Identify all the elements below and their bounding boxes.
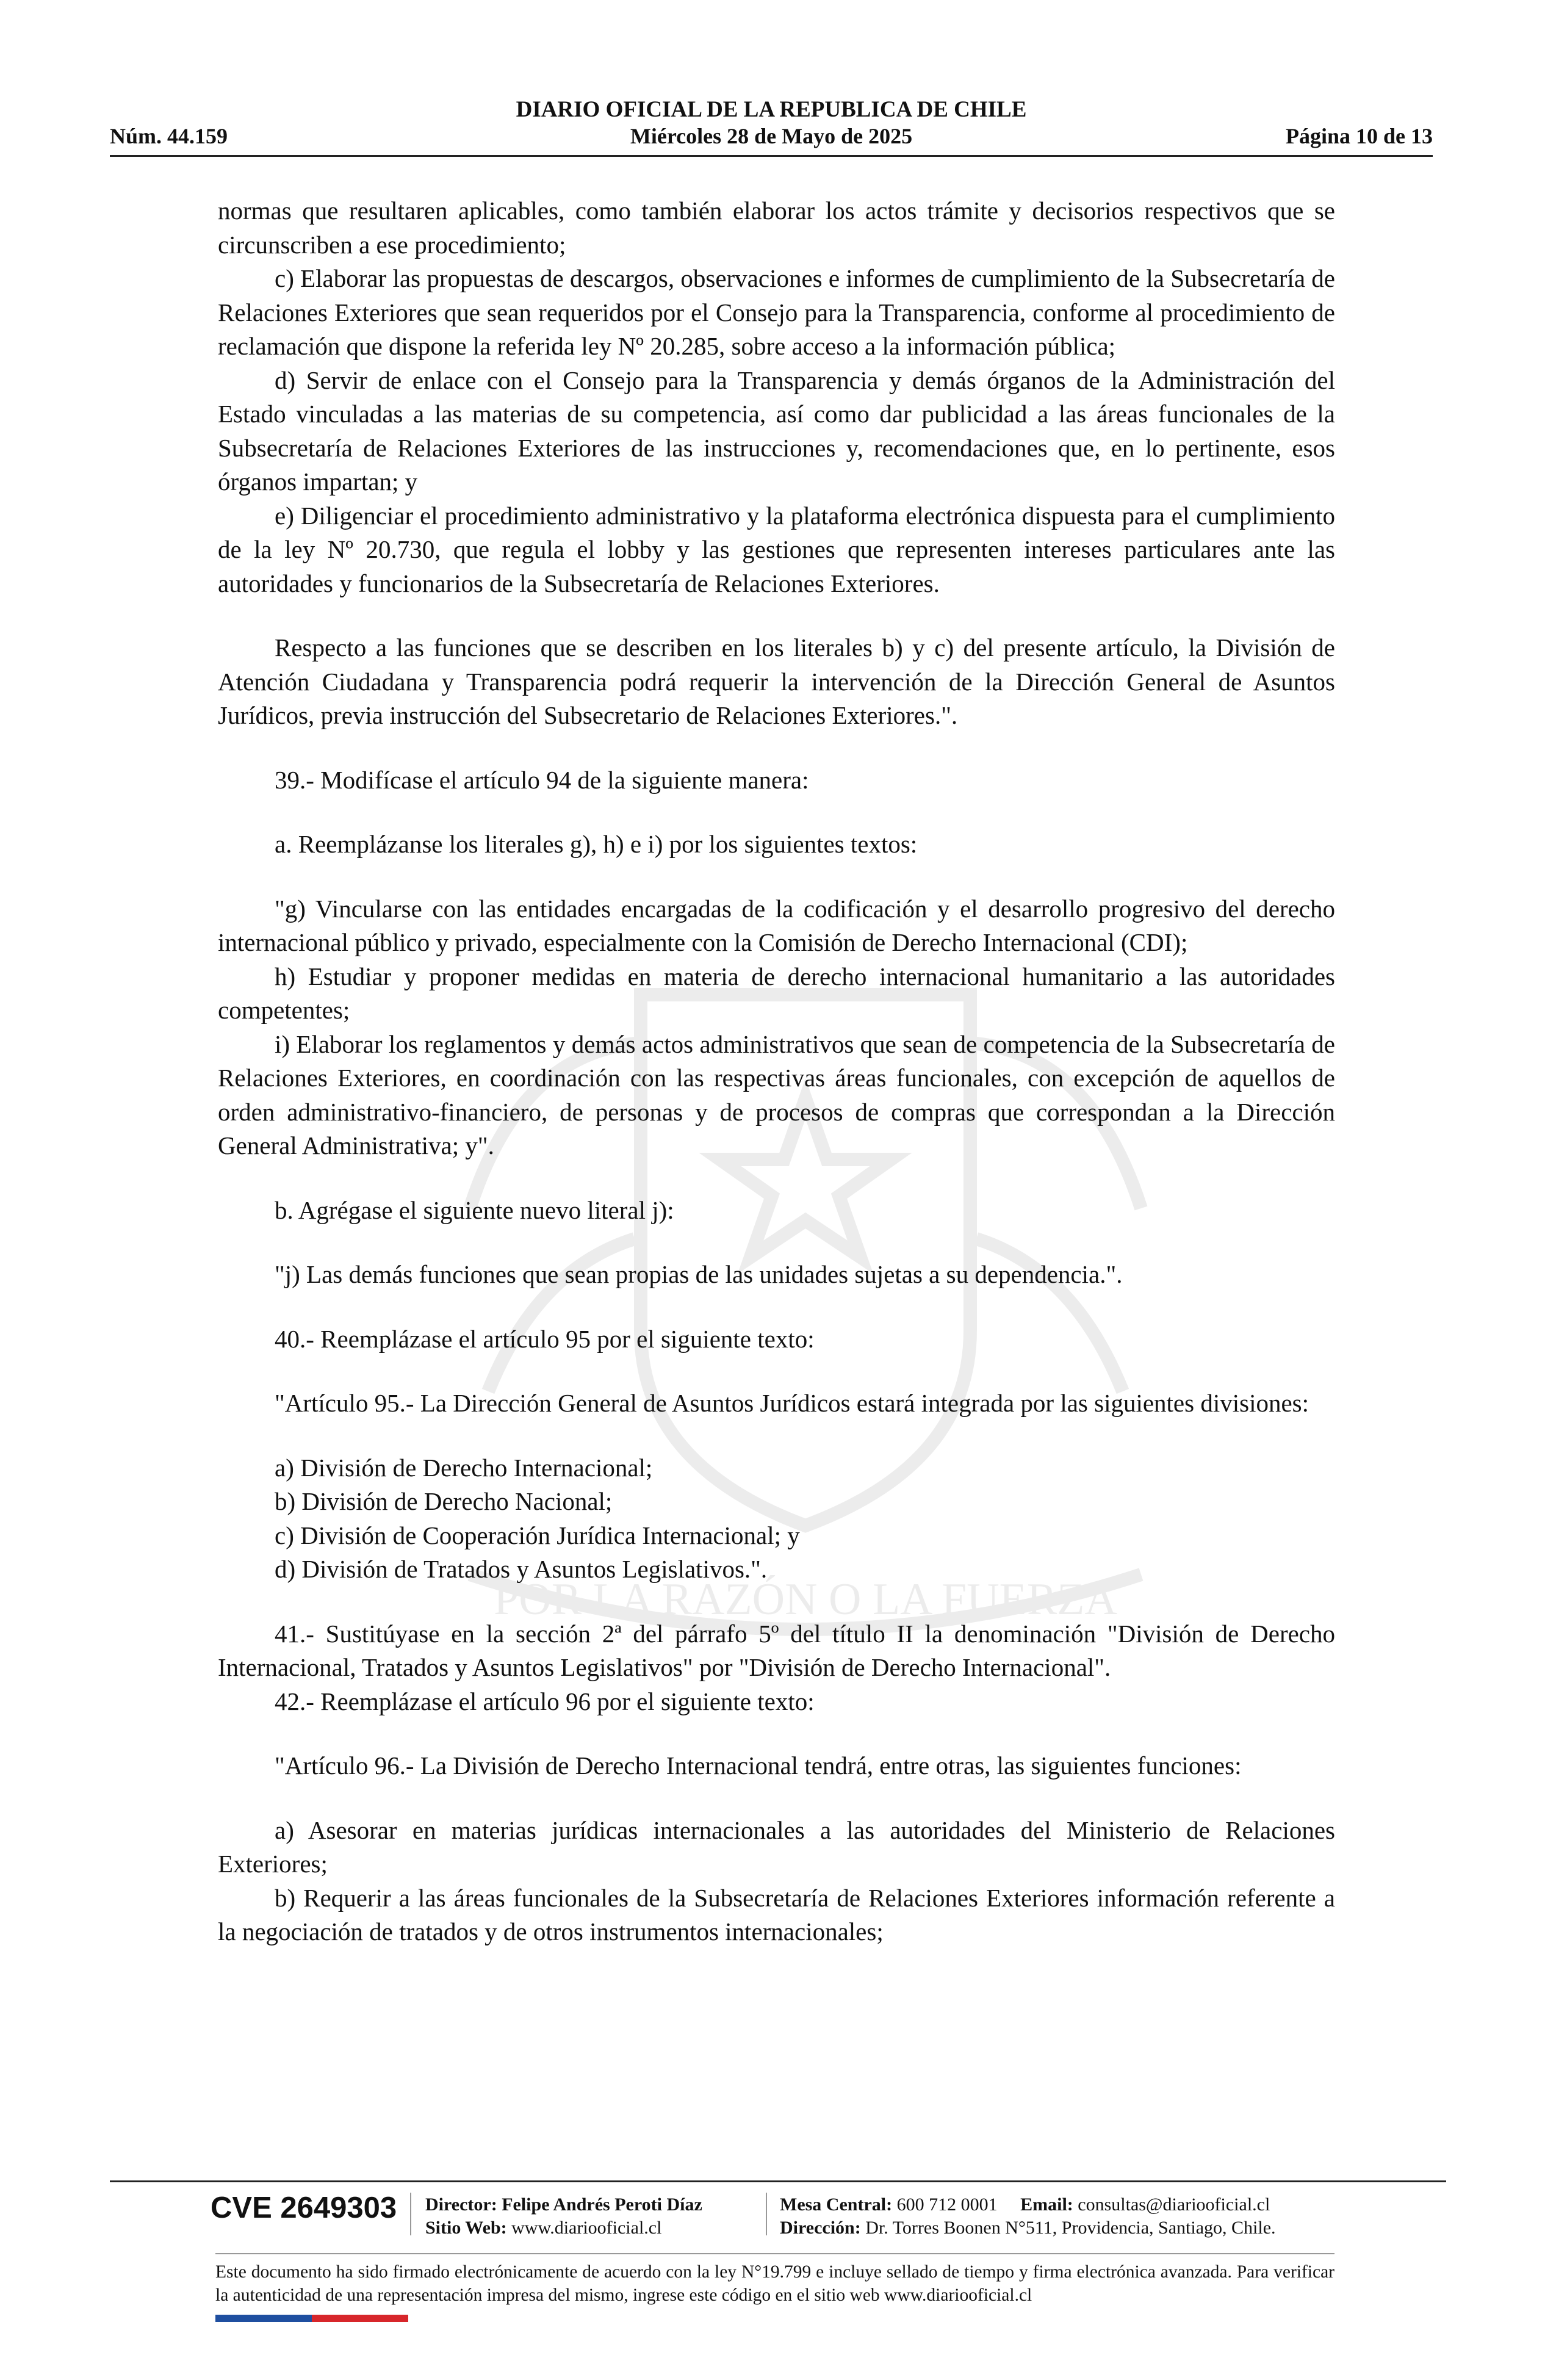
paragraph: "g) Vincularse con las entidades encargadas de la codificación y el desarrollo progresivo del derecho internacional público y privado, especialmente con la Comisión de Derecho Internacional (CDI);: [218, 894, 1335, 956]
list-item: d) División de Tratados y Asuntos Legislativos.".: [275, 1555, 768, 1583]
paragraph: a. Reemplázanse los literales g), h) e i) por los siguientes textos:: [275, 830, 918, 858]
header-divider: [110, 155, 1433, 157]
document-body: [218, 194, 1335, 1949]
footer-director-block: [425, 2193, 702, 2240]
page-header: [110, 92, 1433, 159]
paragraph: i) Elaborar los reglamentos y demás actos administrativos que sean de competencia de la Subsecretaría de Relaciones Exteriores, en coordinación con las respectivas áreas funcionales, con excepción de aquellos de orden administrativo-financiero, de personas y de procesos de compras que correspondan a la Dirección General Administrativa; y".: [218, 1030, 1335, 1159]
list-item: a) División de Derecho Internacional;: [275, 1453, 653, 1482]
paragraph: "j) Las demás funciones que sean propias de las unidades sujetas a su dependencia.".: [275, 1260, 1123, 1288]
email-label: Email:: [1020, 2194, 1073, 2215]
footer-divider: [110, 2180, 1446, 2182]
footer-separator: [766, 2193, 767, 2235]
paragraph: 42.- Reemplázase el artículo 96 por el siguiente texto:: [275, 1687, 815, 1715]
paragraph: a) Asesorar en materias jurídicas internacionales a las autoridades del Ministerio de Relaciones Exteriores;: [218, 1816, 1335, 1878]
signature-note: Este documento ha sido firmado electrónicamente de acuerdo con la ley N°19.799 e incluye sellado de tiempo y firma electrónica avanzada. Para verificar la autenticidad de una representación impresa del mismo, ingrese este código en el sitio web www.diariooficial.cl: [215, 2262, 1334, 2305]
paragraph: normas que resultaren aplicables, como también elaborar los actos trámite y decisorios respectivos que se circunscriben a ese procedimiento;: [218, 197, 1335, 259]
paragraph: c) Elaborar las propuestas de descargos, observaciones e informes de cumplimiento de la Subsecretaría de Relaciones Exteriores que sean requeridos por el Consejo para la Transparencia, conforme al procedimiento de reclamación que dispone la referida ley Nº 20.285, sobre acceso a la información pública;: [218, 264, 1335, 360]
address-value: Dr. Torres Boonen N°511, Providencia, Santiago, Chile.: [865, 2218, 1276, 2238]
address-label: Dirección:: [780, 2218, 861, 2238]
paragraph: b. Agrégase el siguiente nuevo literal j):: [275, 1195, 674, 1224]
director-label: Director:: [425, 2194, 497, 2215]
email-link[interactable]: consultas@diariooficial.cl: [1078, 2194, 1270, 2215]
flag-red-segment: [312, 2315, 408, 2322]
web-label: Sitio Web:: [425, 2218, 507, 2238]
website-link[interactable]: www.diariooficial.cl: [511, 2218, 662, 2238]
footer-note-divider: [215, 2253, 1334, 2254]
list-item: c) División de Cooperación Jurídica Internacional; y: [275, 1521, 800, 1549]
paragraph: 39.- Modifícase el artículo 94 de la siguiente manera:: [275, 765, 809, 794]
paragraph: b) Requerir a las áreas funcionales de la Subsecretaría de Relaciones Exteriores información referente a la negociación de tratados y de otros instrumentos internacionales;: [218, 1883, 1335, 1945]
paragraph: e) Diligenciar el procedimiento administrativo y la plataforma electrónica dispuesta para el cumplimiento de la ley Nº 20.730, que regula el lobby y las gestiones que representen intereses particulares ante las autoridades y funcionarios de la Subsecretaría de Relaciones Exteriores.: [218, 501, 1335, 597]
flag-stripe: [215, 2315, 408, 2322]
paragraph: h) Estudiar y proponer medidas en materia de derecho internacional humanitario a las autoridades competentes;: [218, 962, 1335, 1024]
paragraph: Respecto a las funciones que se describen en los literales b) y c) del presente artículo, la División de Atención Ciudadana y Transparencia podrá requerir la intervención de la Dirección General de Asuntos Jurídicos, previa instrucción del Subsecretario de Relaciones Exteriores.".: [218, 633, 1335, 729]
paragraph: "Artículo 96.- La División de Derecho Internacional tendrá, entre otras, las siguientes funciones:: [275, 1751, 1242, 1780]
flag-blue-segment: [215, 2315, 312, 2322]
paragraph: 40.- Reemplázase el artículo 95 por el siguiente texto:: [275, 1324, 815, 1353]
page-indicator: Página 10 de 13: [1285, 124, 1433, 148]
motto-text: POR LA RAZÓN O LA FUERZA: [494, 1574, 1117, 1625]
issue-date: Miércoles 28 de Mayo de 2025: [630, 124, 913, 148]
cve-code: CVE 2649303: [211, 2191, 397, 2224]
paragraph: d) Servir de enlace con el Consejo para la Transparencia y demás órganos de la Administración del Estado vinculadas a las materias de su competencia, así como dar publicidad a las áreas funcionales de la Subsecretaría de Relaciones Exteriores de las instrucciones y, recomendaciones que, en lo pertinente, esos órganos impartan; y: [218, 366, 1335, 496]
paragraph: "Artículo 95.- La Dirección General de Asuntos Jurídicos estará integrada por las siguientes divisiones:: [275, 1389, 1309, 1417]
list-item: b) División de Derecho Nacional;: [275, 1487, 613, 1515]
newspaper-title: DIARIO OFICIAL DE LA REPUBLICA DE CHILE: [516, 97, 1027, 122]
director-name: Felipe Andrés Peroti Díaz: [502, 2194, 702, 2215]
paragraph: 41.- Sustitúyase en la sección 2ª del párrafo 5º del título II la denominación "División de Derecho Internacional, Tratados y Asuntos Legislativos" por "División de Derecho Internacional".: [218, 1619, 1335, 1681]
footer-separator: [410, 2193, 411, 2235]
footer-contact-block: [780, 2193, 1276, 2240]
phone-value: 600 712 0001: [896, 2194, 998, 2215]
phone-label: Mesa Central:: [780, 2194, 893, 2215]
issue-number: Núm. 44.159: [110, 124, 228, 148]
